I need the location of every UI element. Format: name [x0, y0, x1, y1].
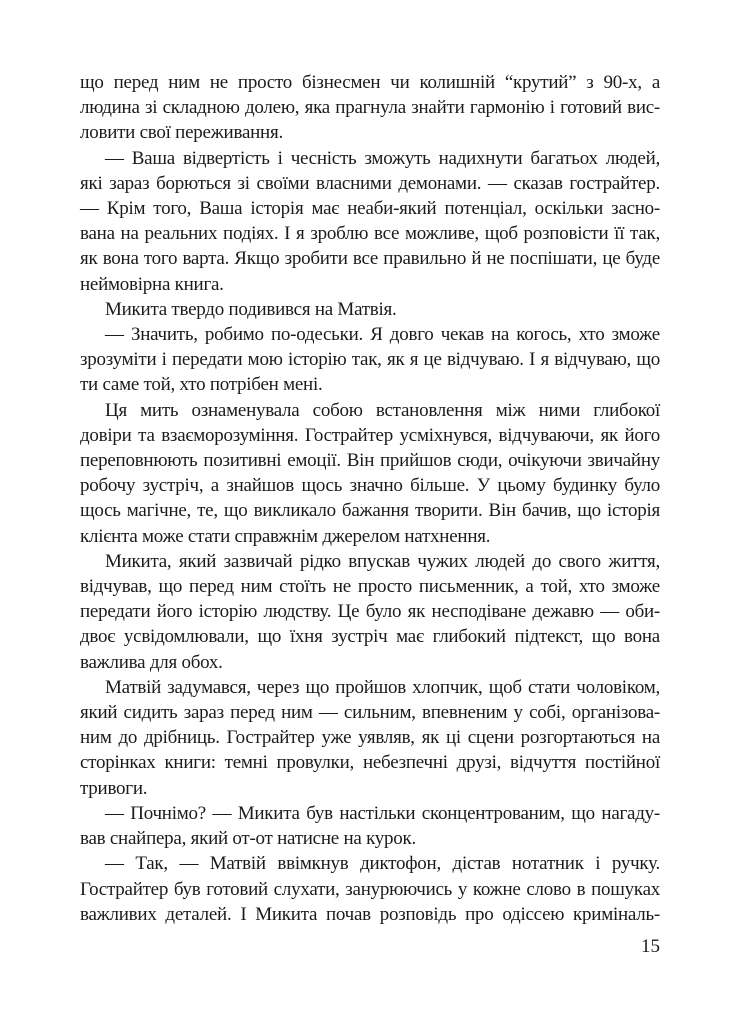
text-line: переповнюють позитивні емоції. Він прийшов сюди, очікуючи звичайну — [80, 450, 660, 472]
text-line: сторінках книги: темні провулки, небезпечні друзі, відчуття постійної — [80, 752, 660, 774]
text-line: Микита твердо подивився на Матвія. — [105, 298, 397, 320]
text-line: відчував, що перед ним стоїть не просто письменник, а той, хто зможе — [80, 576, 660, 598]
text-line: — Так, — Матвій ввімкнув диктофон, дістав нотатник і ручку. — [105, 853, 660, 875]
page-number: 15 — [641, 936, 660, 957]
text-block — [80, 70, 660, 927]
text-line: ним до дрібниць. Гострайтер уже уявляв, як ці сцени розгортаються на — [80, 727, 660, 749]
text-line: важлива для обох. — [80, 651, 223, 673]
text-line: ти саме той, хто потрібен мені. — [80, 374, 323, 396]
text-line: що перед ним не просто бізнесмен чи колишній “крутий” з 90-х, а — [80, 72, 660, 93]
text-line: людина зі складною долею, яка прагнула знайти гармонію і готовий вис- — [80, 97, 660, 119]
text-line: Ця мить ознаменувала собою встановлення між ними глибокої — [105, 399, 660, 421]
paragraph — [80, 70, 660, 146]
text-line: клієнта може стати справжнім джерелом натхнення. — [80, 525, 491, 547]
paragraph — [80, 801, 660, 851]
paragraph — [80, 851, 660, 927]
text-line: як вона того варта. Якщо зробити все правильно й не поспішати, це буде — [80, 248, 660, 270]
text-line: щось магічне, те, що викликало бажання творити. Він бачив, що історія — [80, 500, 660, 522]
text-line: Матвій задумався, через що пройшов хлопчик, щоб стати чоловіком, — [105, 676, 660, 698]
paragraph — [80, 398, 660, 549]
paragraph — [80, 549, 660, 675]
text-line: довіри та взаєморозуміння. Гострайтер усміхнувся, відчуваючи, як його — [80, 424, 660, 446]
text-line: Микита, який зазвичай рідко впускав чужих людей до свого життя, — [105, 550, 660, 572]
text-line: ловити свої переживання. — [80, 122, 283, 144]
text-line: вав снайпера, який от-от натисне на курок. — [80, 828, 417, 850]
text-line: робочу зустріч, а знайшов щось значно більше. У цьому будинку було — [80, 475, 660, 497]
text-line: вана на реальних подіях. І я зроблю все можливе, щоб розповісти її так, — [80, 223, 660, 245]
text-line: двоє усвідомлювали, що їхня зустріч має глибокий підтекст, що вона — [80, 626, 660, 648]
text-line: — Почнімо? — Микита був настільки сконцентрованим, що нагаду- — [105, 802, 660, 824]
paragraph — [80, 675, 660, 801]
paragraph — [80, 322, 660, 398]
text-line: важливих деталей. І Микита почав розповідь про одіссею криміналь- — [80, 903, 660, 925]
text-line: неймовірна книга. — [80, 273, 224, 295]
text-line: — Крім того, Ваша історія має неаби-який потенціал, оскільки засно- — [80, 198, 660, 220]
text-line: Гострайтер був готовий слухати, занурюючись у кожне слово в пошуках — [80, 878, 660, 900]
text-line: — Значить, робимо по-одеськи. Я довго чекав на когось, хто зможе — [105, 324, 660, 346]
text-line: які зараз борються зі своїми власними демонами. — сказав гострайтер. — [80, 172, 660, 194]
text-line: — Ваша відвертість і чесність зможуть надихнути багатьох людей, — [105, 147, 660, 169]
text-line: який сидить зараз перед ним — сильним, впевненим у собі, організова- — [80, 702, 660, 724]
paragraph — [80, 297, 660, 322]
text-line: зрозуміти і передати мою історію так, як я це відчуваю. І я відчуваю, що — [80, 349, 660, 371]
paragraph — [80, 146, 660, 297]
text-line: тривоги. — [80, 777, 148, 799]
text-line: передати його історію людству. Це було як несподіване дежавю — оби- — [80, 601, 660, 623]
